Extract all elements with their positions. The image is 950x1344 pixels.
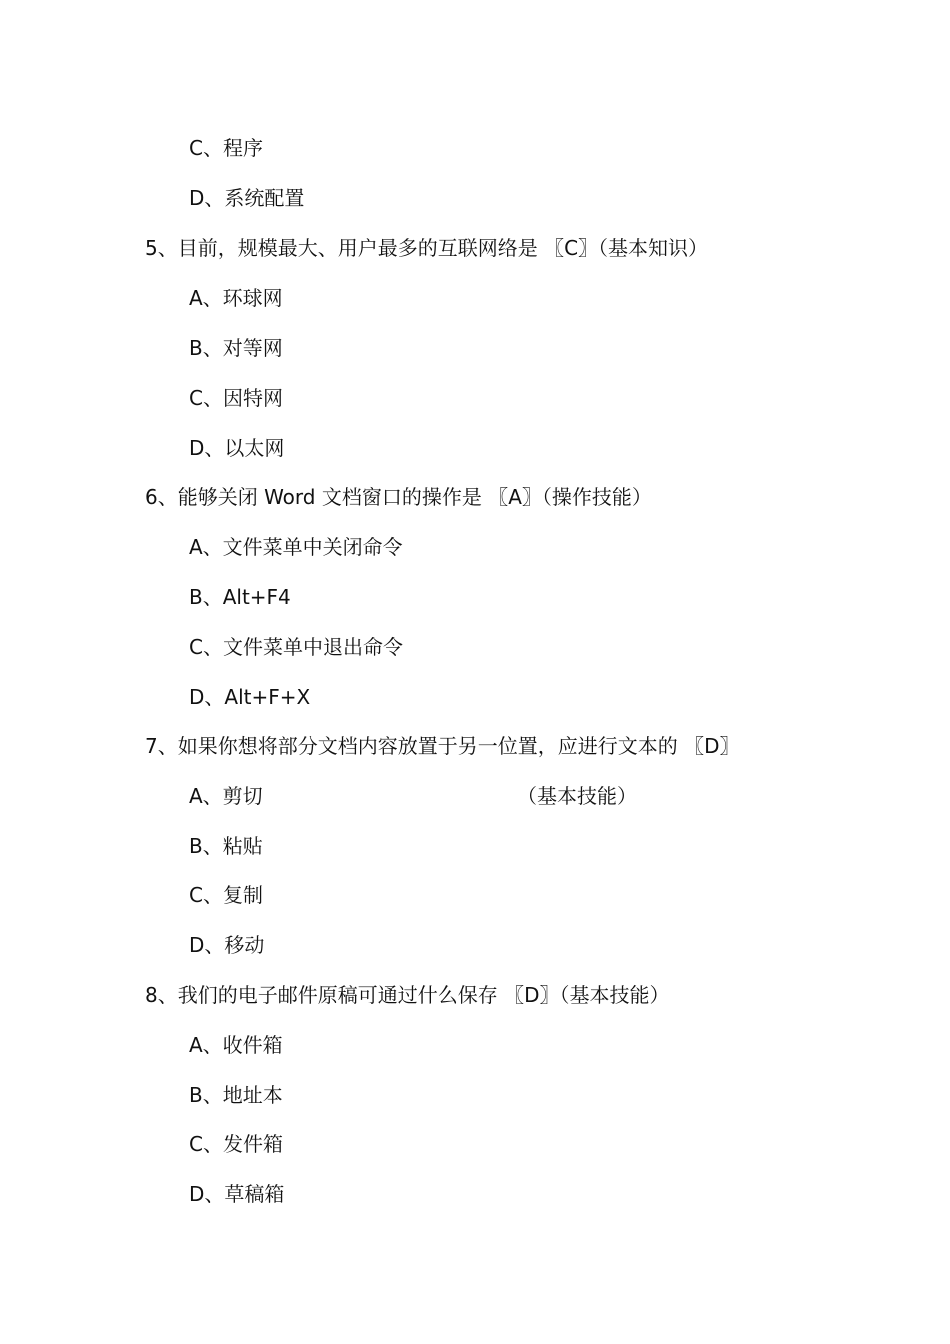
option-8b: B、地址本 bbox=[189, 1083, 283, 1107]
option-6d: D、Alt+F+X bbox=[189, 685, 311, 709]
option-8d: D、草稿箱 bbox=[189, 1182, 285, 1206]
question-8: 8、我们的电子邮件原稿可通过什么保存 〖D〗（基本技能） bbox=[145, 983, 670, 1007]
option-7b: B、粘贴 bbox=[189, 834, 263, 858]
option-5a: A、环球网 bbox=[189, 286, 283, 310]
option-8a: A、收件箱 bbox=[189, 1033, 283, 1057]
option-8c: C、发件箱 bbox=[189, 1132, 283, 1156]
option-7c: C、复制 bbox=[189, 883, 263, 907]
question-5: 5、目前，规模最大、用户最多的互联网络是 〖C〗（基本知识） bbox=[145, 236, 709, 260]
option-7a: A、剪切 bbox=[189, 784, 263, 808]
question-7: 7、如果你想将部分文档内容放置于另一位置，应进行文本的 〖D〗 bbox=[145, 734, 740, 758]
option-6a: A、文件菜单中关闭命令 bbox=[189, 535, 403, 559]
question-7-category-note: （基本技能） bbox=[517, 784, 637, 808]
option-6b: B、Alt+F4 bbox=[189, 585, 291, 609]
option-5d: D、以太网 bbox=[189, 436, 285, 460]
option-5c: C、因特网 bbox=[189, 386, 283, 410]
option-5b: B、对等网 bbox=[189, 336, 283, 360]
option-7d: D、移动 bbox=[189, 933, 265, 957]
question-6: 6、能够关闭 Word 文档窗口的操作是 〖A〗（操作技能） bbox=[145, 485, 652, 509]
option-6c: C、文件菜单中退出命令 bbox=[189, 635, 403, 659]
option-4d: D、系统配置 bbox=[189, 186, 305, 210]
option-4c: C、程序 bbox=[189, 136, 263, 160]
